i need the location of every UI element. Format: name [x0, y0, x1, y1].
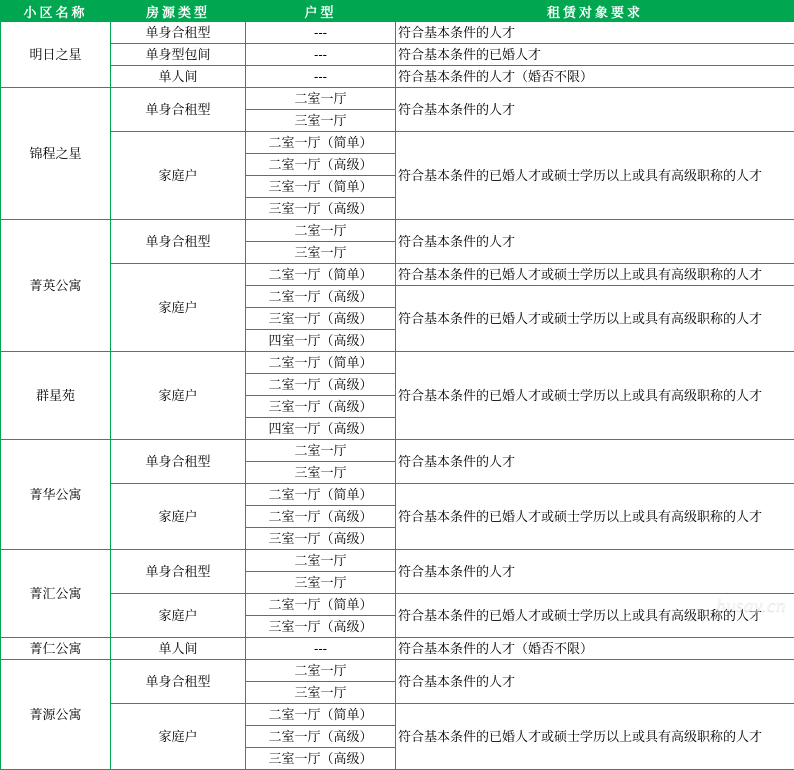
cell-housing-type: 家庭户	[111, 264, 246, 352]
watermark-label: husay.cn	[716, 595, 786, 617]
cell-tenant-requirement: 符合基本条件的已婚人才或硕士学历以上或具有高级职称的人才	[396, 352, 794, 440]
cell-layout: 二室一厅（简单）	[246, 704, 396, 726]
cell-housing-type: 单身合租型	[111, 550, 246, 594]
table-body	[1, 22, 794, 770]
cell-layout: 三室一厅	[246, 682, 396, 704]
table-row	[1, 88, 794, 110]
cell-housing-type: 家庭户	[111, 704, 246, 770]
table-row	[1, 550, 794, 572]
column-header-housing-type: 房源类型	[111, 1, 246, 22]
cell-layout: 二室一厅（简单）	[246, 264, 396, 286]
cell-layout: 三室一厅（高级）	[246, 198, 396, 220]
cell-tenant-requirement: 符合基本条件的已婚人才或硕士学历以上或具有高级职称的人才	[396, 286, 794, 352]
table-row	[1, 440, 794, 462]
cell-layout: 二室一厅（高级）	[246, 374, 396, 396]
cell-tenant-requirement: 符合基本条件的已婚人才	[396, 44, 794, 66]
cell-community-name: 菁源公寓	[1, 660, 111, 770]
cell-tenant-requirement: 符合基本条件的已婚人才或硕士学历以上或具有高级职称的人才	[396, 594, 794, 638]
table-row	[1, 44, 794, 66]
cell-layout: 三室一厅（高级）	[246, 396, 396, 418]
cell-tenant-requirement: 符合基本条件的人才	[396, 220, 794, 264]
table-row	[1, 66, 794, 88]
column-header-layout: 户型	[246, 1, 396, 22]
cell-layout: 三室一厅	[246, 572, 396, 594]
cell-community-name: 菁英公寓	[1, 220, 111, 352]
cell-layout: 二室一厅（高级）	[246, 286, 396, 308]
cell-tenant-requirement: 符合基本条件的已婚人才或硕士学历以上或具有高级职称的人才	[396, 704, 794, 770]
cell-layout: ---	[246, 22, 396, 44]
cell-layout: 二室一厅（简单）	[246, 484, 396, 506]
cell-layout: 三室一厅	[246, 242, 396, 264]
column-header-requirement: 租赁对象要求	[396, 1, 794, 22]
cell-layout: 二室一厅	[246, 88, 396, 110]
table-row	[1, 594, 794, 616]
cell-layout: 二室一厅	[246, 550, 396, 572]
cell-layout: 二室一厅（高级）	[246, 506, 396, 528]
table-header	[1, 1, 794, 22]
table-row	[1, 704, 794, 726]
cell-layout: 二室一厅（简单）	[246, 132, 396, 154]
cell-tenant-requirement: 符合基本条件的已婚人才或硕士学历以上或具有高级职称的人才	[396, 484, 794, 550]
cell-tenant-requirement: 符合基本条件的人才（婚否不限）	[396, 66, 794, 88]
cell-layout: 二室一厅	[246, 660, 396, 682]
cell-housing-type: 单身合租型	[111, 440, 246, 484]
cell-housing-type: 单身型包间	[111, 44, 246, 66]
cell-housing-type: 家庭户	[111, 594, 246, 638]
cell-community-name: 明日之星	[1, 22, 111, 88]
cell-housing-type: 家庭户	[111, 352, 246, 440]
table-row	[1, 264, 794, 286]
cell-layout: 二室一厅（简单）	[246, 594, 396, 616]
cell-layout: 二室一厅	[246, 220, 396, 242]
cell-housing-type: 单身合租型	[111, 220, 246, 264]
cell-layout: 三室一厅	[246, 110, 396, 132]
table-row	[1, 638, 794, 660]
cell-housing-type: 单身合租型	[111, 88, 246, 132]
cell-layout: 四室一厅（高级）	[246, 330, 396, 352]
table-row	[1, 220, 794, 242]
cell-layout: 三室一厅（高级）	[246, 308, 396, 330]
cell-layout: 二室一厅	[246, 440, 396, 462]
cell-layout: 二室一厅（高级）	[246, 726, 396, 748]
cell-layout: ---	[246, 66, 396, 88]
cell-layout: 三室一厅	[246, 462, 396, 484]
cell-housing-type: 单人间	[111, 66, 246, 88]
table-row	[1, 132, 794, 154]
cell-layout: ---	[246, 44, 396, 66]
cell-housing-type: 单身合租型	[111, 660, 246, 704]
table-row	[1, 660, 794, 682]
cell-tenant-requirement: 符合基本条件的已婚人才或硕士学历以上或具有高级职称的人才	[396, 132, 794, 220]
cell-community-name: 群星苑	[1, 352, 111, 440]
cell-housing-type: 家庭户	[111, 484, 246, 550]
cell-tenant-requirement: 符合基本条件的人才	[396, 88, 794, 132]
cell-layout: 三室一厅（简单）	[246, 176, 396, 198]
cell-layout: 三室一厅（高级）	[246, 616, 396, 638]
cell-housing-type: 家庭户	[111, 132, 246, 220]
cell-layout: ---	[246, 638, 396, 660]
cell-housing-type: 单身合租型	[111, 22, 246, 44]
cell-community-name: 菁华公寓	[1, 440, 111, 550]
cell-layout: 三室一厅（高级）	[246, 748, 396, 770]
cell-tenant-requirement: 符合基本条件的人才	[396, 550, 794, 594]
cell-housing-type: 单人间	[111, 638, 246, 660]
table-row	[1, 22, 794, 44]
cell-tenant-requirement: 符合基本条件的已婚人才或硕士学历以上或具有高级职称的人才	[396, 264, 794, 286]
table-row	[1, 484, 794, 506]
cell-layout: 二室一厅（高级）	[246, 154, 396, 176]
cell-tenant-requirement: 符合基本条件的人才	[396, 22, 794, 44]
cell-layout: 四室一厅（高级）	[246, 418, 396, 440]
cell-tenant-requirement: 符合基本条件的人才（婚否不限）	[396, 638, 794, 660]
cell-tenant-requirement: 符合基本条件的人才	[396, 660, 794, 704]
cell-tenant-requirement: 符合基本条件的人才	[396, 440, 794, 484]
table-header-row	[1, 1, 794, 22]
cell-layout: 三室一厅（高级）	[246, 528, 396, 550]
cell-community-name: 菁汇公寓	[1, 550, 111, 638]
cell-layout: 二室一厅（简单）	[246, 352, 396, 374]
cell-community-name: 锦程之星	[1, 88, 111, 220]
table-row	[1, 352, 794, 374]
cell-community-name: 菁仁公寓	[1, 638, 111, 660]
column-header-community: 小区名称	[1, 1, 111, 22]
